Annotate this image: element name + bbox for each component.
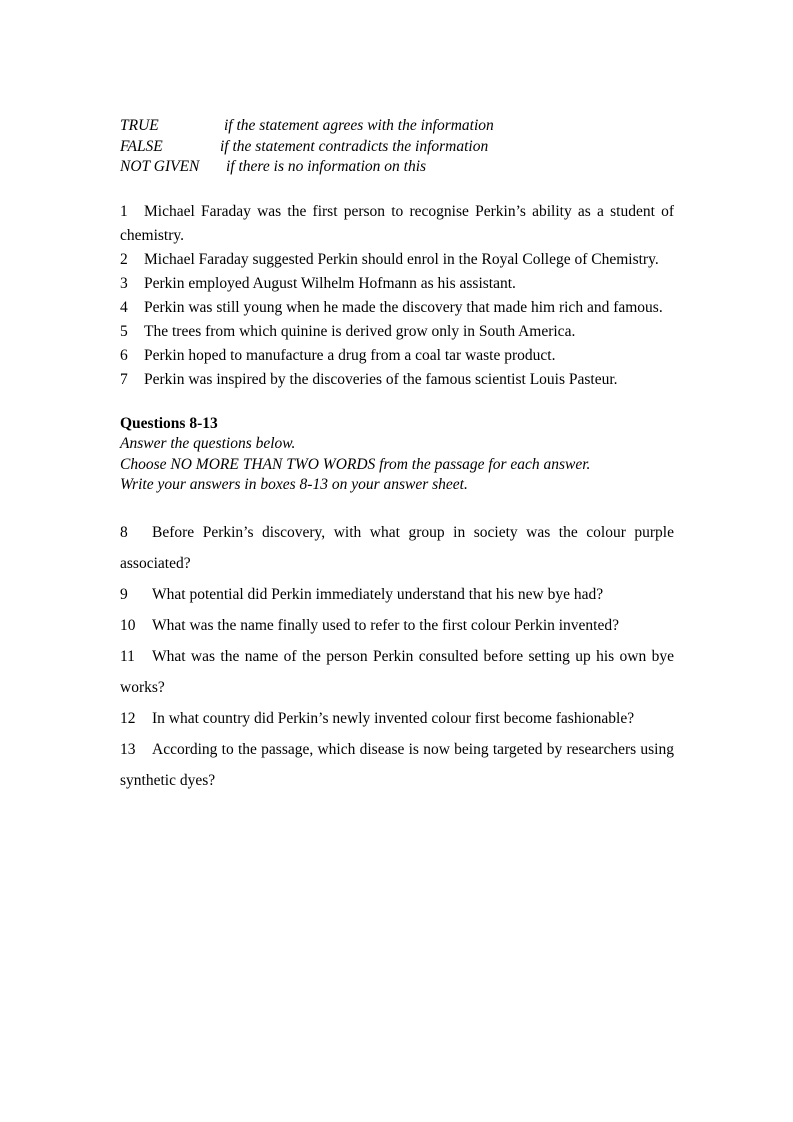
question-text: In what country did Perkin’s newly invented colour first become fashionable? [152, 709, 635, 727]
statement-item [120, 200, 674, 248]
question-list [120, 517, 674, 796]
question-number: 11 [120, 647, 135, 665]
statement-text: Michael Faraday suggested Perkin should enrol in the Royal College of Chemistry. [144, 250, 659, 268]
key-row-true [120, 116, 674, 137]
statement-item [120, 272, 674, 296]
statement-item [120, 344, 674, 368]
key-row-not-given [120, 157, 674, 178]
question-text: Before Perkin’s discovery, with what group in society was the colour purple associated? [120, 523, 674, 572]
instruction-line: Answer the questions below. [120, 435, 296, 452]
section-heading: Questions 8-13 [120, 414, 218, 432]
document-content [120, 116, 674, 796]
statement-number: 2 [120, 250, 128, 268]
statement-list [120, 200, 674, 392]
statement-number: 3 [120, 274, 128, 292]
statement-number: 1 [120, 202, 128, 220]
statement-text: Perkin employed August Wilhelm Hofmann as his assistant. [144, 274, 516, 292]
statement-item [120, 320, 674, 344]
instruction-line: Choose NO MORE THAN TWO WORDS from the passage for each answer. [120, 455, 591, 473]
question-text: According to the passage, which disease is now being targeted by researchers using synthetic dyes? [120, 740, 674, 789]
answer-key-legend [120, 116, 674, 178]
question-item [120, 610, 674, 641]
statement-item [120, 368, 674, 392]
question-text: What was the name finally used to refer to the first colour Perkin invented? [152, 616, 619, 634]
question-number: 12 [120, 709, 136, 727]
statement-text: Perkin was still young when he made the discovery that made him rich and famous. [144, 298, 663, 316]
statement-number: 7 [120, 370, 128, 388]
question-item [120, 517, 674, 579]
statement-item [120, 248, 674, 272]
question-text: What potential did Perkin immediately understand that his new bye had? [152, 585, 604, 603]
key-meaning: if the statement contradicts the information [220, 137, 489, 155]
statement-number: 4 [120, 298, 128, 316]
statement-number: 6 [120, 346, 128, 364]
statement-text: The trees from which quinine is derived grow only in South America. [144, 322, 576, 340]
question-item [120, 641, 674, 703]
question-number: 8 [120, 523, 128, 541]
statement-item [120, 296, 674, 320]
statement-text: Michael Faraday was the first person to recognise Perkin’s ability as a student of chemistry. [120, 202, 674, 244]
question-item [120, 703, 674, 734]
key-term: NOT GIVEN [120, 158, 200, 175]
key-term: TRUE [120, 117, 159, 134]
question-number: 9 [120, 585, 128, 603]
key-term: FALSE [120, 137, 163, 155]
statement-text: Perkin was inspired by the discoveries of the famous scientist Louis Pasteur. [144, 370, 618, 388]
key-row-false [120, 137, 674, 158]
statement-number: 5 [120, 322, 128, 340]
question-number: 10 [120, 616, 136, 634]
question-item [120, 734, 674, 796]
question-text: What was the name of the person Perkin consulted before setting up his own bye works? [120, 647, 674, 696]
key-meaning: if there is no information on this [226, 158, 427, 175]
key-meaning: if the statement agrees with the information [224, 117, 494, 134]
statement-text: Perkin hoped to manufacture a drug from a coal tar waste product. [144, 346, 556, 364]
question-number: 13 [120, 740, 136, 758]
question-item [120, 579, 674, 610]
instruction-line: Write your answers in boxes 8-13 on your answer sheet. [120, 476, 468, 493]
